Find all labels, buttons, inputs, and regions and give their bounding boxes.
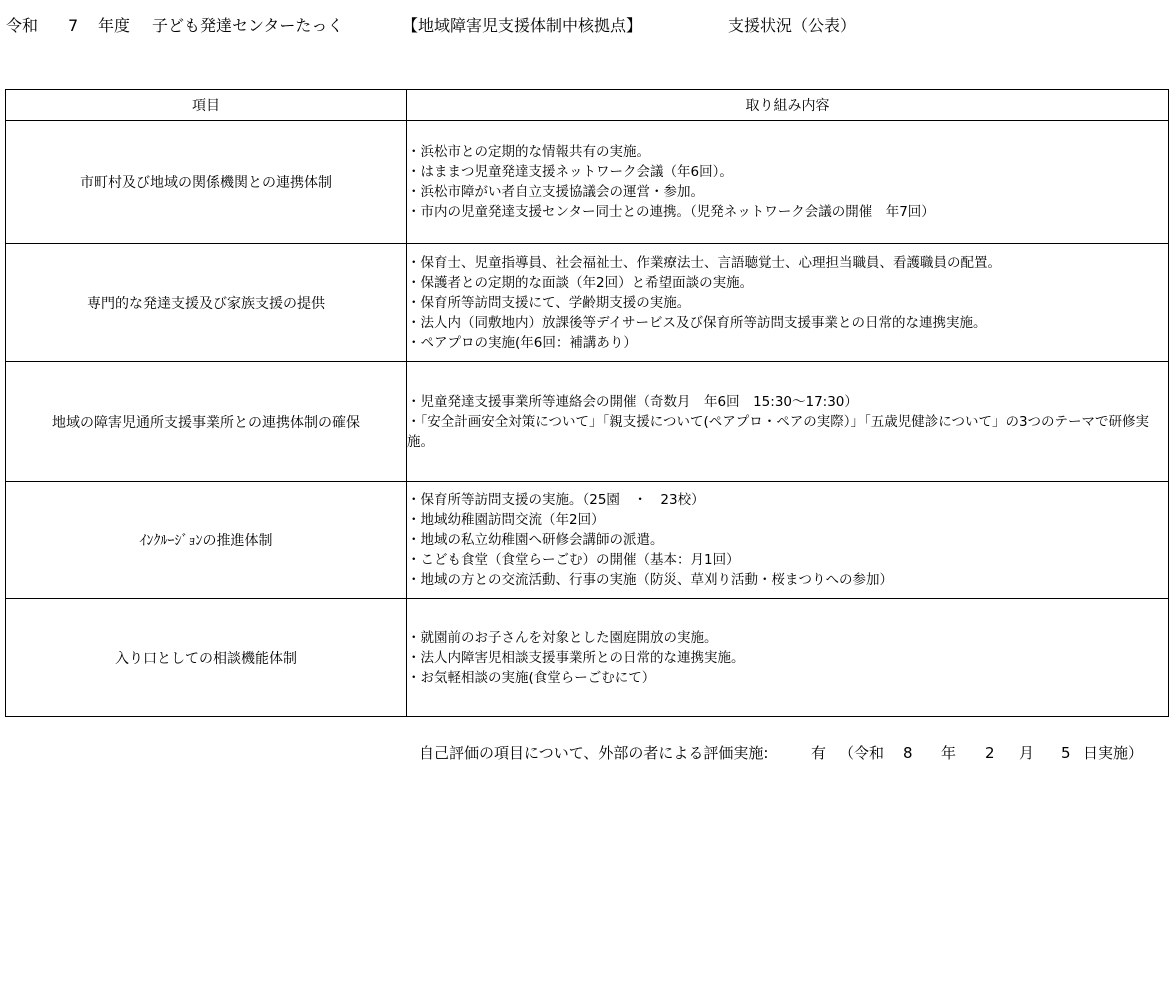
support-status-table (5, 89, 1169, 717)
header-designation: 【地域障害児支援体制中核拠点】 (402, 16, 643, 35)
content-line: ・保護者との定期的な面談（年2回）と希望面談の実施。 (407, 274, 754, 291)
footer-year-unit: 年 (941, 744, 957, 762)
content-line: ・就園前のお子さんを対象とした園庭開放の実施。 (407, 629, 718, 646)
footer-answer: 有 (811, 744, 827, 762)
content-line: ・保育士、児童指導員、社会福祉士、作業療法士、言語聴覚士、心理担当職員、看護職員の配置。 (407, 254, 1001, 271)
row-item-label: 市町村及び地域の関係機関との連携体制 (6, 121, 407, 244)
table-row (6, 121, 1169, 244)
row-content (407, 599, 1169, 717)
header-facility-name: 子ども発達センターたっく (152, 16, 344, 35)
column-header-content: 取り組み内容 (407, 90, 1169, 121)
content-line: ・法人内（同敷地内）放課後等デイサービス及び保育所等訪問支援事業との日常的な連携実施。 (407, 314, 987, 331)
table-row (6, 244, 1169, 362)
content-line: ・こども食堂（食堂らーごむ）の開催（基本：月1回） (407, 552, 740, 568)
content-line: ・児童発達支援事業所等連絡会の開催（奇数月 年6回 15:30～17:30） (407, 393, 858, 410)
row-content (407, 121, 1169, 244)
header-year: 7 (68, 16, 79, 35)
footer-month-unit: 月 (1019, 744, 1035, 762)
row-item-label: 専門的な発達支援及び家族支援の提供 (6, 244, 407, 362)
content-line: ・法人内障害児相談支援事業所との日常的な連携実施。 (407, 649, 745, 666)
content-line: ・はままつ児童発達支援ネットワーク会議（年6回）。 (407, 164, 733, 180)
content-line: ・浜松市障がい者自立支援協議会の運営・参加。 (407, 184, 704, 200)
content-line: ・地域の私立幼稚園へ研修会講師の派遣。 (407, 532, 664, 548)
table-row (6, 599, 1169, 717)
row-content (407, 362, 1169, 482)
footer-label: 自己評価の項目について、外部の者による評価実施: (419, 744, 769, 762)
column-header-item: 項目 (6, 90, 407, 121)
footer-month: 2 (985, 744, 995, 762)
row-item-label: ｲﾝｸﾙｰｼﾞｮﾝの推進体制 (6, 482, 407, 599)
content-line: ・市内の児童発達支援センター同士との連携。（児発ネットワーク会議の開催 年7回） (407, 204, 935, 220)
content-line: ・保育所等訪問支援にて、学齢期支援の実施。 (407, 294, 691, 311)
page-header (6, 14, 857, 38)
content-line: ・保育所等訪問支援の実施。（25園 ・ 23校） (407, 492, 705, 508)
content-line: ・浜松市との定期的な情報共有の実施。 (407, 144, 650, 160)
footer-day: 5 (1061, 744, 1071, 762)
content-line: ・「安全計画安全対策について」「親支援について(ペアプロ・ペアの実際）」「五歳児健診について」の3つのテーマで研修実施。 (407, 413, 1150, 450)
row-item-label: 地域の障害児通所支援事業所との連携体制の確保 (6, 362, 407, 482)
table-header-row (6, 90, 1169, 121)
footer-year: 8 (903, 744, 913, 762)
content-line: ・ペアプロの実施(年6回：補講あり） (407, 334, 637, 351)
content-line: ・地域幼稚園訪問交流（年2回） (407, 512, 605, 528)
header-era: 令和 (6, 16, 39, 35)
content-line: ・お気軽相談の実施(食堂らーごむにて） (407, 669, 656, 686)
row-content (407, 244, 1169, 362)
footer-day-unit: 日実施） (1083, 744, 1144, 762)
table-row (6, 482, 1169, 599)
footer-era: （令和 (839, 744, 885, 762)
table-row (6, 362, 1169, 482)
external-evaluation-note (419, 741, 1144, 765)
header-year-suffix: 年度 (98, 16, 131, 35)
row-content (407, 482, 1169, 599)
header-status: 支援状況（公表） (728, 16, 857, 35)
row-item-label: 入り口としての相談機能体制 (6, 599, 407, 717)
content-line: ・地域の方との交流活動、行事の実施（防災、草刈り活動・桜まつりへの参加） (407, 572, 893, 588)
